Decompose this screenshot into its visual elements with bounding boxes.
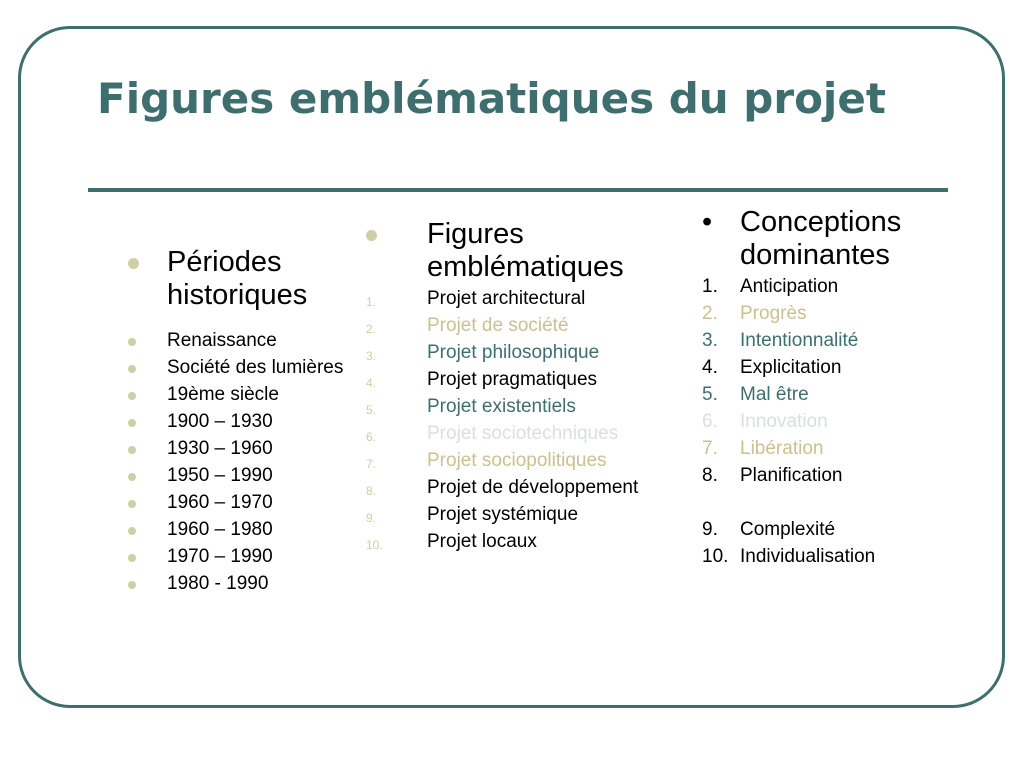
periods-list <box>128 330 348 594</box>
list-item-label: Intentionnalité <box>740 330 859 351</box>
list-item <box>702 384 992 405</box>
figures-heading-label: Figures emblématiques <box>427 218 624 283</box>
list-item-number: 7. <box>702 438 718 459</box>
list-item-number: 5. <box>366 403 377 417</box>
bullet-dot-icon <box>128 258 139 269</box>
conceptions-heading-label: Conceptions dominantes <box>740 206 902 271</box>
conceptions-column <box>702 206 992 573</box>
list-item <box>128 357 348 378</box>
list-item-number: 3. <box>366 349 377 363</box>
list-item-number: 9. <box>702 519 718 540</box>
bullet-dot-icon <box>128 392 136 400</box>
periods-heading-label: Périodes historiques <box>167 246 308 311</box>
list-item-label: Projet existentiels <box>427 396 576 417</box>
list-item-label: Individualisation <box>740 546 876 567</box>
list-item-label: 1970 – 1990 <box>167 546 273 567</box>
bullet-dot-icon <box>128 473 136 481</box>
list-item <box>702 357 992 378</box>
list-item-number: 6. <box>702 411 718 432</box>
figures-heading <box>366 218 676 284</box>
list-item-label: Planification <box>740 465 843 486</box>
list-item-number: 6. <box>366 430 377 444</box>
list-item <box>366 531 676 552</box>
list-item-number: 10. <box>702 546 729 567</box>
list-item-number: 5. <box>702 384 718 405</box>
list-item <box>128 411 348 432</box>
periods-heading <box>128 246 348 312</box>
bullet-dot-icon <box>128 365 136 373</box>
bullet-icon: • <box>702 206 713 238</box>
list-item-label: Innovation <box>740 411 828 432</box>
bullet-dot-icon <box>128 446 136 454</box>
list-item-label: Société des lumières <box>167 357 344 378</box>
periods-column <box>128 246 348 600</box>
list-item-number: 8. <box>366 484 377 498</box>
list-item <box>702 465 992 486</box>
bullet-dot-icon <box>128 527 136 535</box>
list-item <box>128 330 348 351</box>
list-item-label: Projet philosophique <box>427 342 600 363</box>
list-item <box>128 519 348 540</box>
list-item <box>128 492 348 513</box>
list-item-number: 2. <box>366 322 377 336</box>
list-item <box>128 384 348 405</box>
list-item <box>702 303 992 324</box>
list-item <box>702 276 992 297</box>
list-item-label: Projet sociopolitiques <box>427 450 607 471</box>
list-item <box>702 411 992 432</box>
list-item <box>366 423 676 444</box>
list-item-number: 7. <box>366 457 377 471</box>
list-item-number: 2. <box>702 303 718 324</box>
list-item-label: Projet pragmatiques <box>427 369 598 390</box>
list-item <box>366 342 676 363</box>
list-item-label: Libération <box>740 438 824 459</box>
list-item-label: 1960 – 1970 <box>167 492 273 513</box>
list-item-label: Anticipation <box>740 276 839 297</box>
list-item-number: 1. <box>366 295 377 309</box>
list-item-label: Mal être <box>740 384 809 405</box>
list-item <box>128 465 348 486</box>
title-divider <box>88 188 948 192</box>
list-item-label: Explicitation <box>740 357 842 378</box>
list-item <box>702 546 992 567</box>
list-item-number: 4. <box>366 376 377 390</box>
bullet-dot-icon <box>128 500 136 508</box>
list-item-label: 1960 – 1980 <box>167 519 273 540</box>
list-item-label: 1980 - 1990 <box>167 573 269 594</box>
list-item <box>128 438 348 459</box>
list-item-label: 1950 – 1990 <box>167 465 273 486</box>
list-item-label: Projet systémique <box>427 504 579 525</box>
figures-column <box>366 218 676 558</box>
list-item-label: Progrès <box>740 303 807 324</box>
conceptions-list <box>702 276 992 567</box>
list-item-label: Projet sociotechniques <box>427 423 619 444</box>
list-item-number: 3. <box>702 330 718 351</box>
list-item-label: Complexité <box>740 519 836 540</box>
list-item-label: Projet architectural <box>427 288 586 309</box>
list-item-number: 1. <box>702 276 718 297</box>
list-item <box>366 477 676 498</box>
list-item <box>366 288 676 309</box>
list-item-number: 8. <box>702 465 718 486</box>
list-item <box>366 504 676 525</box>
conceptions-heading <box>702 206 992 272</box>
list-item-label: 1900 – 1930 <box>167 411 273 432</box>
list-item <box>702 438 992 459</box>
list-item-label: 1930 – 1960 <box>167 438 273 459</box>
list-item-number: 9. <box>366 511 377 525</box>
list-item-label: Projet de développement <box>427 477 639 498</box>
list-item <box>128 546 348 567</box>
bullet-dot-icon <box>128 581 136 589</box>
bullet-dot-icon <box>128 419 136 427</box>
list-item <box>702 519 992 540</box>
list-item <box>128 573 348 594</box>
bullet-dot-icon <box>128 338 136 346</box>
slide-title: Figures emblématiques du projet <box>97 74 886 123</box>
list-item-number: 4. <box>702 357 718 378</box>
list-item-label: Projet de société <box>427 315 569 336</box>
list-item-number: 10. <box>366 538 383 552</box>
list-item-label: Projet locaux <box>427 531 537 552</box>
list-item <box>366 369 676 390</box>
bullet-dot-icon <box>128 554 136 562</box>
list-item <box>366 315 676 336</box>
list-item-label: 19ème siècle <box>167 384 279 405</box>
bullet-dot-icon <box>366 230 377 241</box>
figures-list <box>366 288 676 552</box>
list-item <box>702 330 992 351</box>
list-item <box>366 450 676 471</box>
list-item <box>366 396 676 417</box>
list-item-label: Renaissance <box>167 330 277 351</box>
